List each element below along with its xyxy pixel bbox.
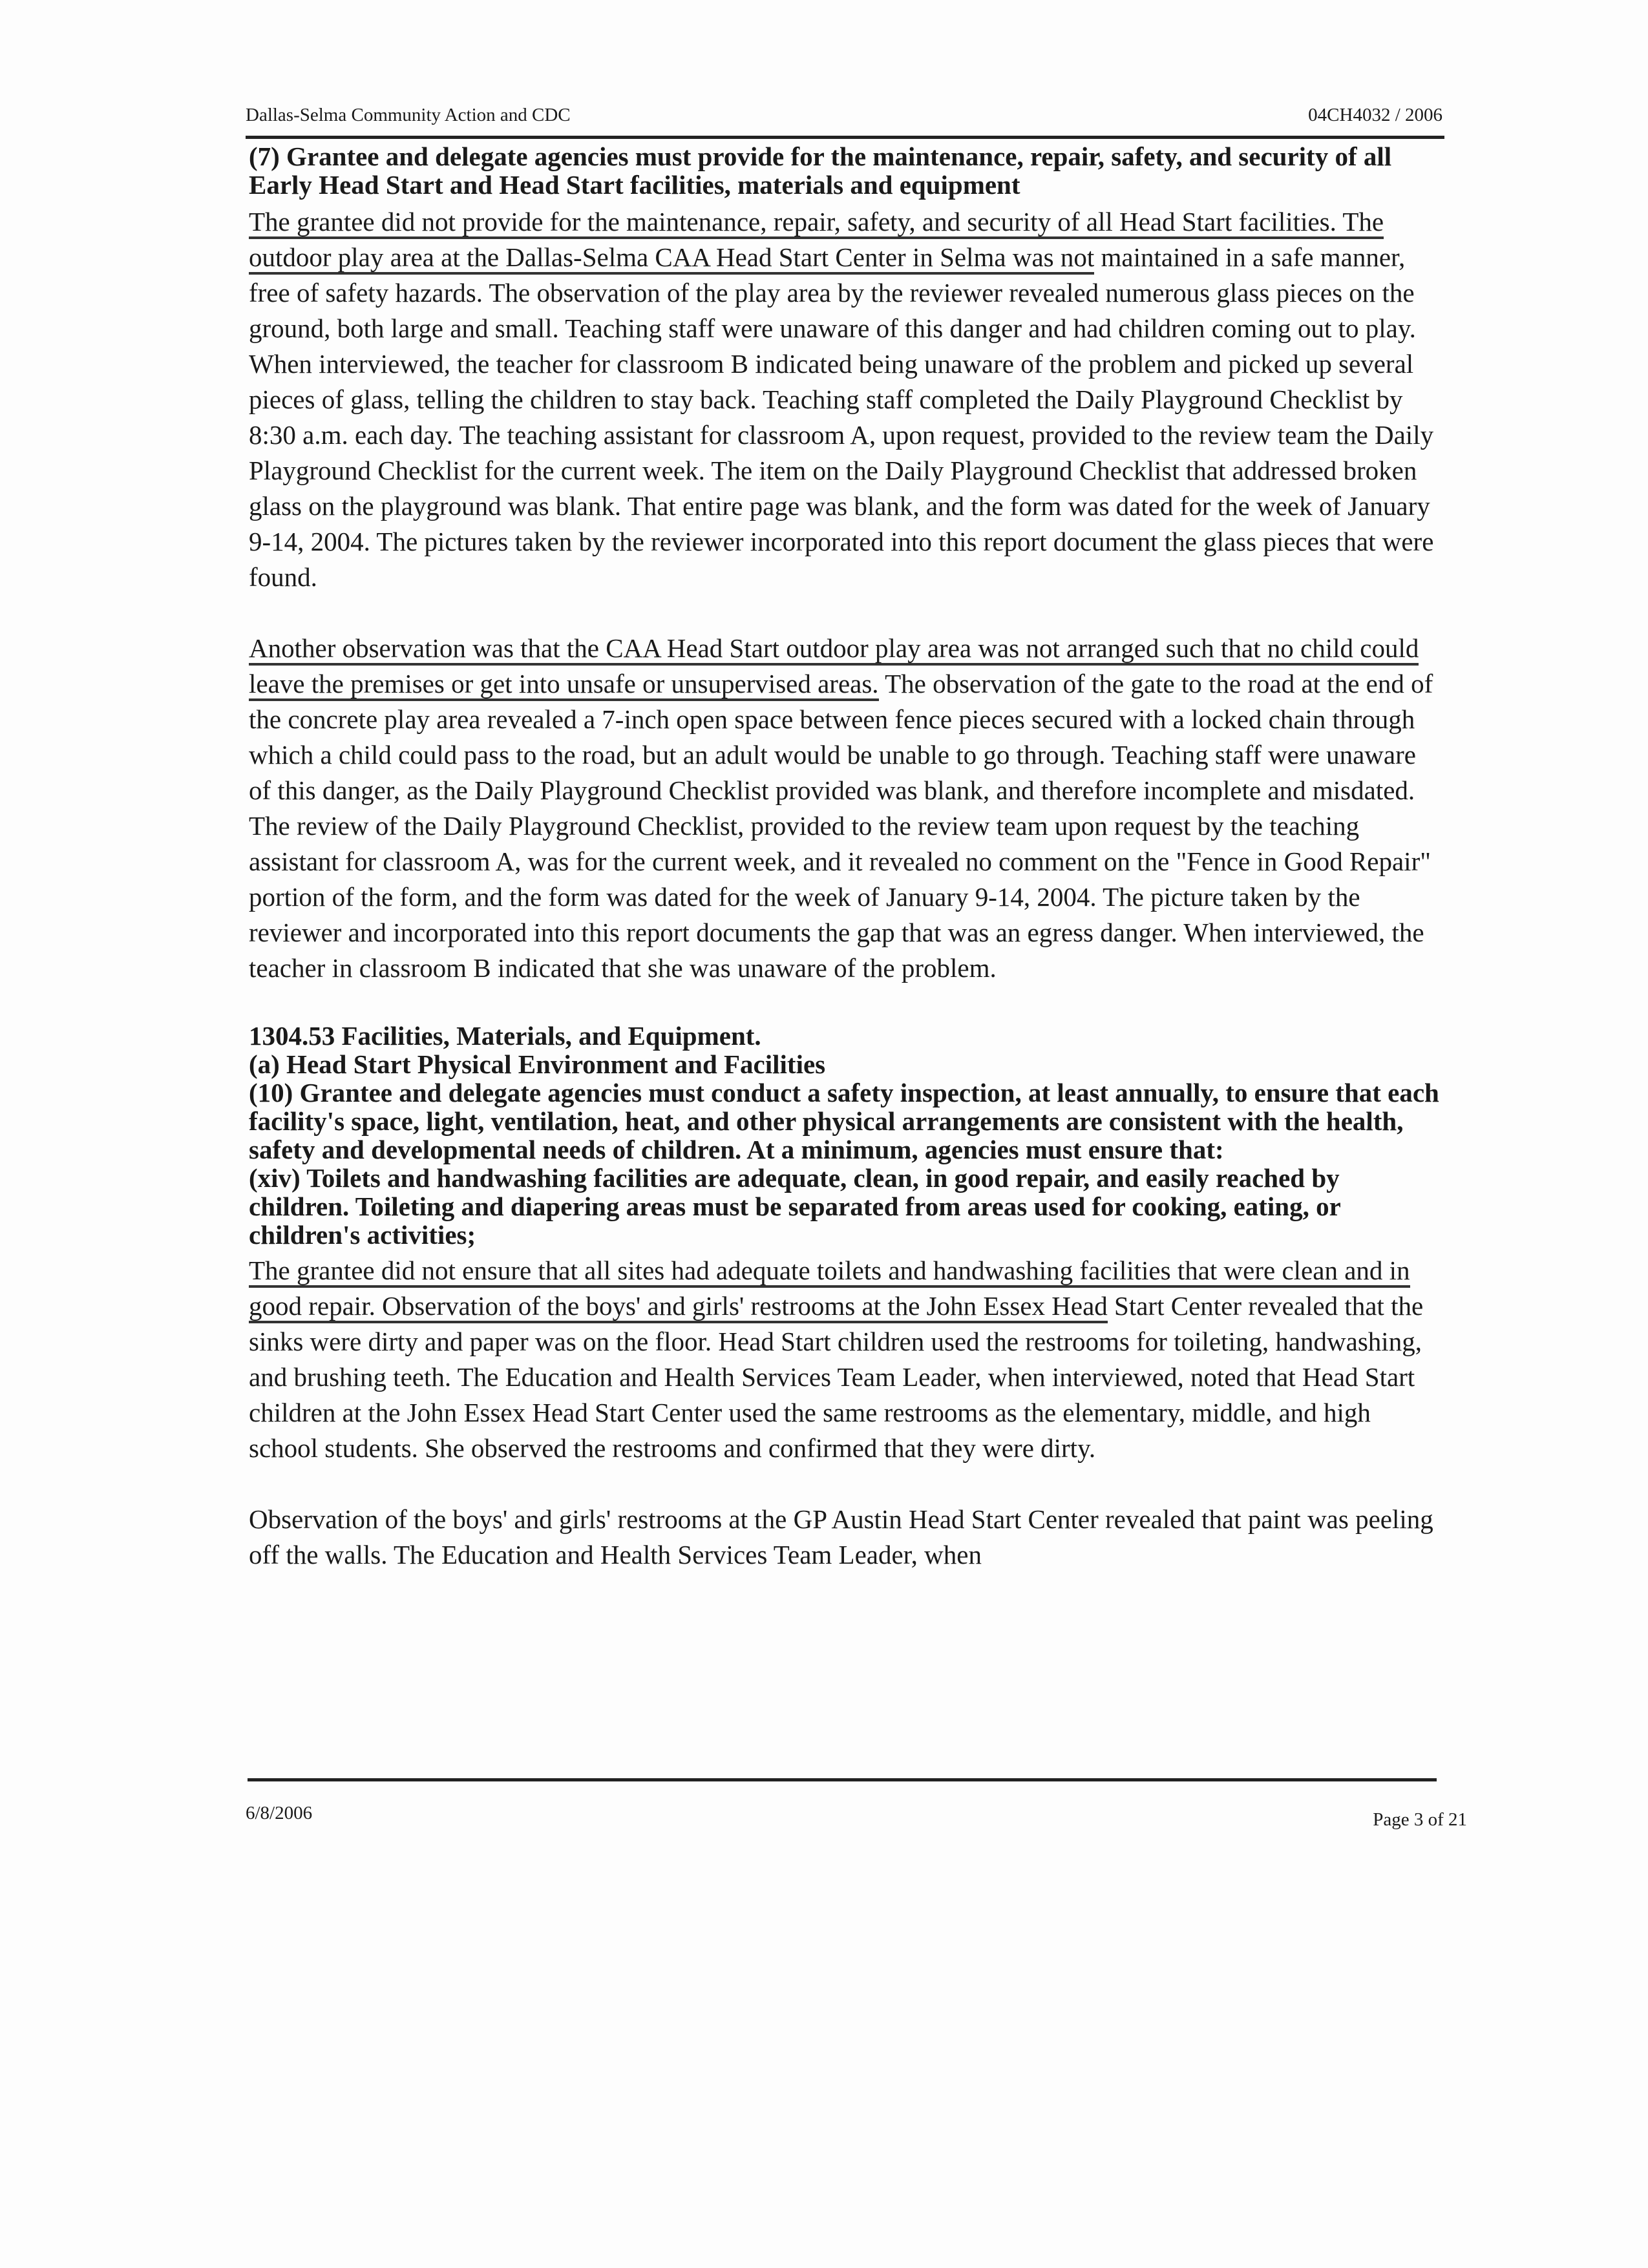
finding-7-underlined: The grantee did not provide for the maintenance, repair, safety, and security of all Head Start facilities. The outdoor play area at the Dallas-Selma CAA Head Start Center in Selma was not <box>249 207 1384 275</box>
section-heading: 1304.53 Facilities, Materials, and Equipment. <box>249 1021 761 1051</box>
section-1304-53 <box>249 1022 1444 1573</box>
header-rule <box>246 136 1444 139</box>
gp-austin-paragraph: Observation of the boys' and girls' restrooms at the GP Austin Head Start Center revealed that paint was peeling off the walls. The Education and Health Services Team Leader, when <box>249 1504 1433 1570</box>
page-content <box>249 142 1444 1573</box>
page-header <box>246 105 1442 133</box>
footer-rule <box>248 1778 1437 1781</box>
finding-7-text: maintained in a safe manner, free of safety hazards. The observation of the play area by the reviewer revealed numerous glass pieces on the ground, both large and small. Teaching staff were unaware of this danger and had children coming out to play. When interviewed, the teacher for classroom B indicated being unaware of the problem and picked up several pieces of glass, telling the children to stay back. Teaching staff completed the Daily Playground Checklist by 8:30 a.m. each day. The teaching assistant for classroom A, upon request, provided to the review team the Daily Playground Checklist for the current week. The item on the Daily Playground Checklist that addressed broken glass on the playground was blank. That entire page was blank, and the form was dated for the week of January 9-14, 2004. The pictures taken by the reviewer incorporated into this report document the glass pieces that were found. <box>249 242 1434 592</box>
section-subheading: (a) Head Start Physical Environment and Facilities <box>249 1049 826 1079</box>
observation-text: The observation of the gate to the road at the end of the concrete play area revealed a 7-inch open space between fence pieces secured with a locked chain through which a child could pass to the road, but an adult would be unable to go through. Teaching staff were unaware of this danger, as the Daily Playground Checklist provided was blank, and therefore incomplete and misdated. The review of the Daily Playground Checklist, provided to the review team upon request by the teaching assistant for classroom A, was for the current week, and it revealed no comment on the "Fence in Good Repair" portion of the form, and the form was dated for the week of January 9-14, 2004. The picture taken by the reviewer and incorporated into this report documents the gap that was an egress danger. When interviewed, the teacher in classroom B indicated that she was unaware of the problem. <box>249 669 1433 983</box>
finding-xiv-paragraph <box>249 1253 1444 1466</box>
header-organization: Dallas-Selma Community Action and CDC <box>246 105 571 125</box>
finding-xiv-text: Start Center revealed that the sinks were dirty and paper was on the floor. Head Start children used the restrooms for toileting, handwashing, and brushing teeth. The Education and Health Services Team Leader, when interviewed, noted that Head Start children at the John Essex Head Start Center used the same restrooms as the elementary, middle, and high school students. She observed the restrooms and confirmed that they were dirty. <box>249 1291 1424 1463</box>
footer-date: 6/8/2006 <box>246 1803 313 1823</box>
requirement-7: (7) Grantee and delegate agencies must provide for the maintenance, repair, safety, and security of all Early Head Start and Head Start facilities, materials and equipment <box>249 142 1392 200</box>
finding-7-paragraph <box>249 204 1444 595</box>
header-report-id: 04CH4032 / 2006 <box>1308 105 1442 125</box>
observation-underlined: Another observation was that the CAA Head Start outdoor play area was not arranged such that no child could leave the premises or get into unsafe or unsupervised areas. <box>249 633 1419 701</box>
requirement-10: (10) Grantee and delegate agencies must conduct a safety inspection, at least annually, to ensure that each facility's space, light, ventilation, heat, and other physical arrangements are consistent with the health, safety and developmental needs of children. At a minimum, agencies must ensure that: <box>249 1078 1439 1164</box>
requirement-xiv: (xiv) Toilets and handwashing facilities are adequate, clean, in good repair, and easily reached by children. Toileting and diapering areas must be separated from areas used for cooking, eating, or children's activities; <box>249 1163 1341 1250</box>
footer-page-number: Page 3 of 21 <box>1373 1809 1467 1830</box>
observation-paragraph <box>249 631 1444 986</box>
finding-xiv-underlined: The grantee did not ensure that all sites had adequate toilets and handwashing facilities that were clean and in good repair. Observation of the boys' and girls' restrooms at the John Essex Head <box>249 1255 1410 1323</box>
